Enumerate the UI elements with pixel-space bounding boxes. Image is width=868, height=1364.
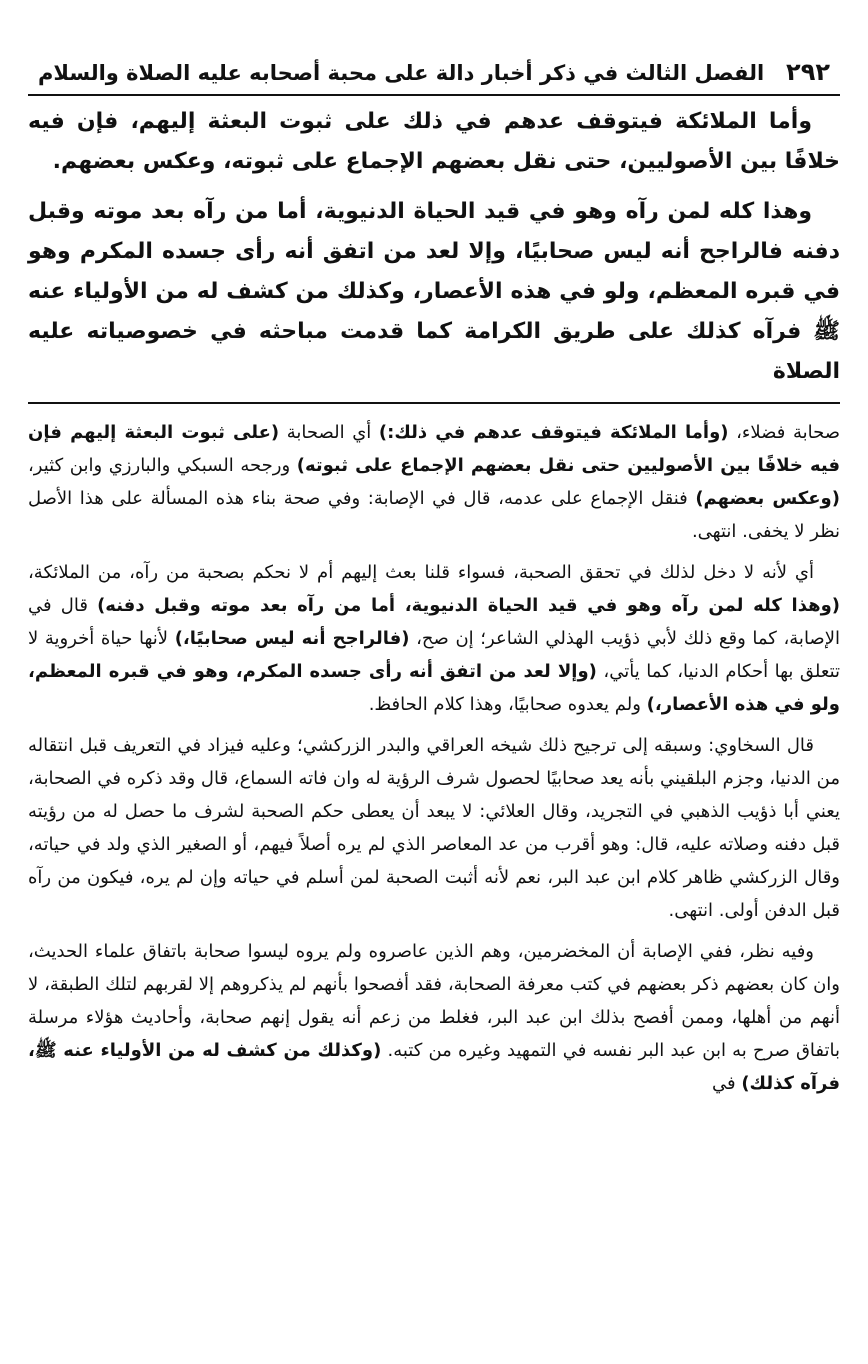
commentary-divider [28, 402, 840, 404]
quoted-main-text: (وإلا لعد من اتفق أنه رأى جسده المكرم، وهو في قبره المعظم، ولو في هذه الأعصار،) [28, 661, 840, 715]
commentary-paragraph [28, 935, 840, 1100]
commentary-paragraph: قال السخاوي: وسبقه إلى ترجيح ذلك شيخه العراقي والبدر الزركشي؛ وعليه فيزاد في التعريف قبل انتقاله من الدنيا، وجزم البلقيني بأنه يعد صحابيًا لحصول شرف الرؤية له وان فاته السماع، قال وقد ذكره في الصحابة، يعني أبا ذؤيب الذهبي في التجريد، وقال العلائي: لا يبعد أن يعطى حكم الصحبة لشرف ما حصل له من رؤيته قبل دفنه وصلاته عليه، قال: وهو أقرب من عد المعاصر الذي لم يره أصلاً فيهم، أو الصغير الذي ولد في حياته، وقال الزركشي ظاهر كلام ابن عبد البر، نعم لأنه أثبت الصحبة لمن أسلم في حياته وإن لم يره، فيكون من رآه قبل الدفن أولى. انتهى. [28, 735, 840, 921]
commentary-paragraph [28, 416, 840, 548]
main-text [28, 102, 840, 392]
quoted-main-text: (على ثبوت البعثة إليهم فإن فيه خلافًا بين الأصوليين حتى نقل بعضهم الإجماع على ثبوته) [28, 422, 840, 476]
quoted-main-text: (وعكس بعضهم) [695, 488, 840, 509]
commentary-paragraph [28, 556, 840, 721]
quoted-main-text: (وأما الملائكة فيتوقف عدهم في ذلك:) [378, 422, 729, 443]
commentary-text: ولم يعدوه صحابيًا، وهذا كلام الحافظ. [368, 694, 647, 715]
running-header [28, 58, 840, 96]
main-text-paragraph: وهذا كله لمن رآه وهو في قيد الحياة الدنيوية، أما من رآه بعد موته وقبل دفنه فالراجح أنه ليس صحابيًا، وإلا لعد من اتفق أنه رأى جسده المكرم وهو في قبره المعظم، ولو في هذه الأعصار، وكذلك من كشف له من الأولياء عنه ﷺ فرآه كذلك على طريق الكرامة كما قدمت مباحثه في خصوصياته عليه الصلاة [28, 199, 840, 384]
commentary-text: أي الصحابة [279, 422, 379, 443]
commentary-text: قال في الإصابة، كما وقع ذلك لأبي ذؤيب الهذلي الشاعر؛ إن صح، [28, 595, 840, 649]
commentary-text: في [711, 1073, 742, 1094]
commentary-text: وفيه نظر، ففي الإصابة أن المخضرمين، وهم الذين عاصروه ولم يروه ليسوا صحابة باتفاق علماء الحديث، وان كان بعضهم ذكر بعضهم في كتب معرفة الصحابة، فقد أفصحوا بأنهم لم يذكروهم إلا لقربهم لتلك الطبقة، لا أنهم من أهلها، وممن أفصح بذلك ابن عبد البر، فغلط من زعم أنه يقول إنهم صحابة، وأحاديث هؤلاء مرسلة باتفاق صرح به ابن عبد البر نفسه في التمهيد وغيره من كتبه. [28, 941, 841, 1061]
page-number: ٢٩٢ [786, 58, 830, 86]
commentary-text: ورجحه السبكي والبارزي وابن كثير، [28, 455, 297, 476]
main-text-paragraph: وأما الملائكة فيتوقف عدهم في ذلك على ثبوت البعثة إليهم، فإن فيه خلافًا بين الأصوليين، حتى نقل بعضهم الإجماع على ثبوته، وعكس بعضهم. [28, 109, 840, 174]
chapter-title: الفصل الثالث في ذكر أخبار دالة على محبة أصحابه عليه الصلاة والسلام [38, 61, 765, 85]
quoted-main-text: (وهذا كله لمن رآه وهو في قيد الحياة الدنيوية، أما من رآه بعد موته وقبل دفنه) [97, 595, 840, 616]
commentary-text: أي لأنه لا دخل لذلك في تحقق الصحبة، فسواء قلنا بعث إليهم أم لا نحكم بصحبة من رآه، من الملائكة، [28, 562, 814, 583]
commentary-text: صحابة فضلاء، [728, 422, 841, 443]
quoted-main-text: (وكذلك من كشف له من الأولياء عنه ﷺ، فرآه كذلك) [28, 1040, 840, 1094]
commentary-text: فنقل الإجماع على عدمه، قال في الإصابة: وفي صحة بناء هذه المسألة على هذا الأصل نظر لا يخفى. انتهى. [28, 488, 840, 542]
commentary-text: لأنها حياة أخروية لا تتعلق بها أحكام الدنيا، كما يأتي، [28, 628, 841, 682]
quoted-main-text: (فالراجح أنه ليس صحابيًا،) [174, 628, 410, 649]
commentary [28, 416, 840, 1100]
